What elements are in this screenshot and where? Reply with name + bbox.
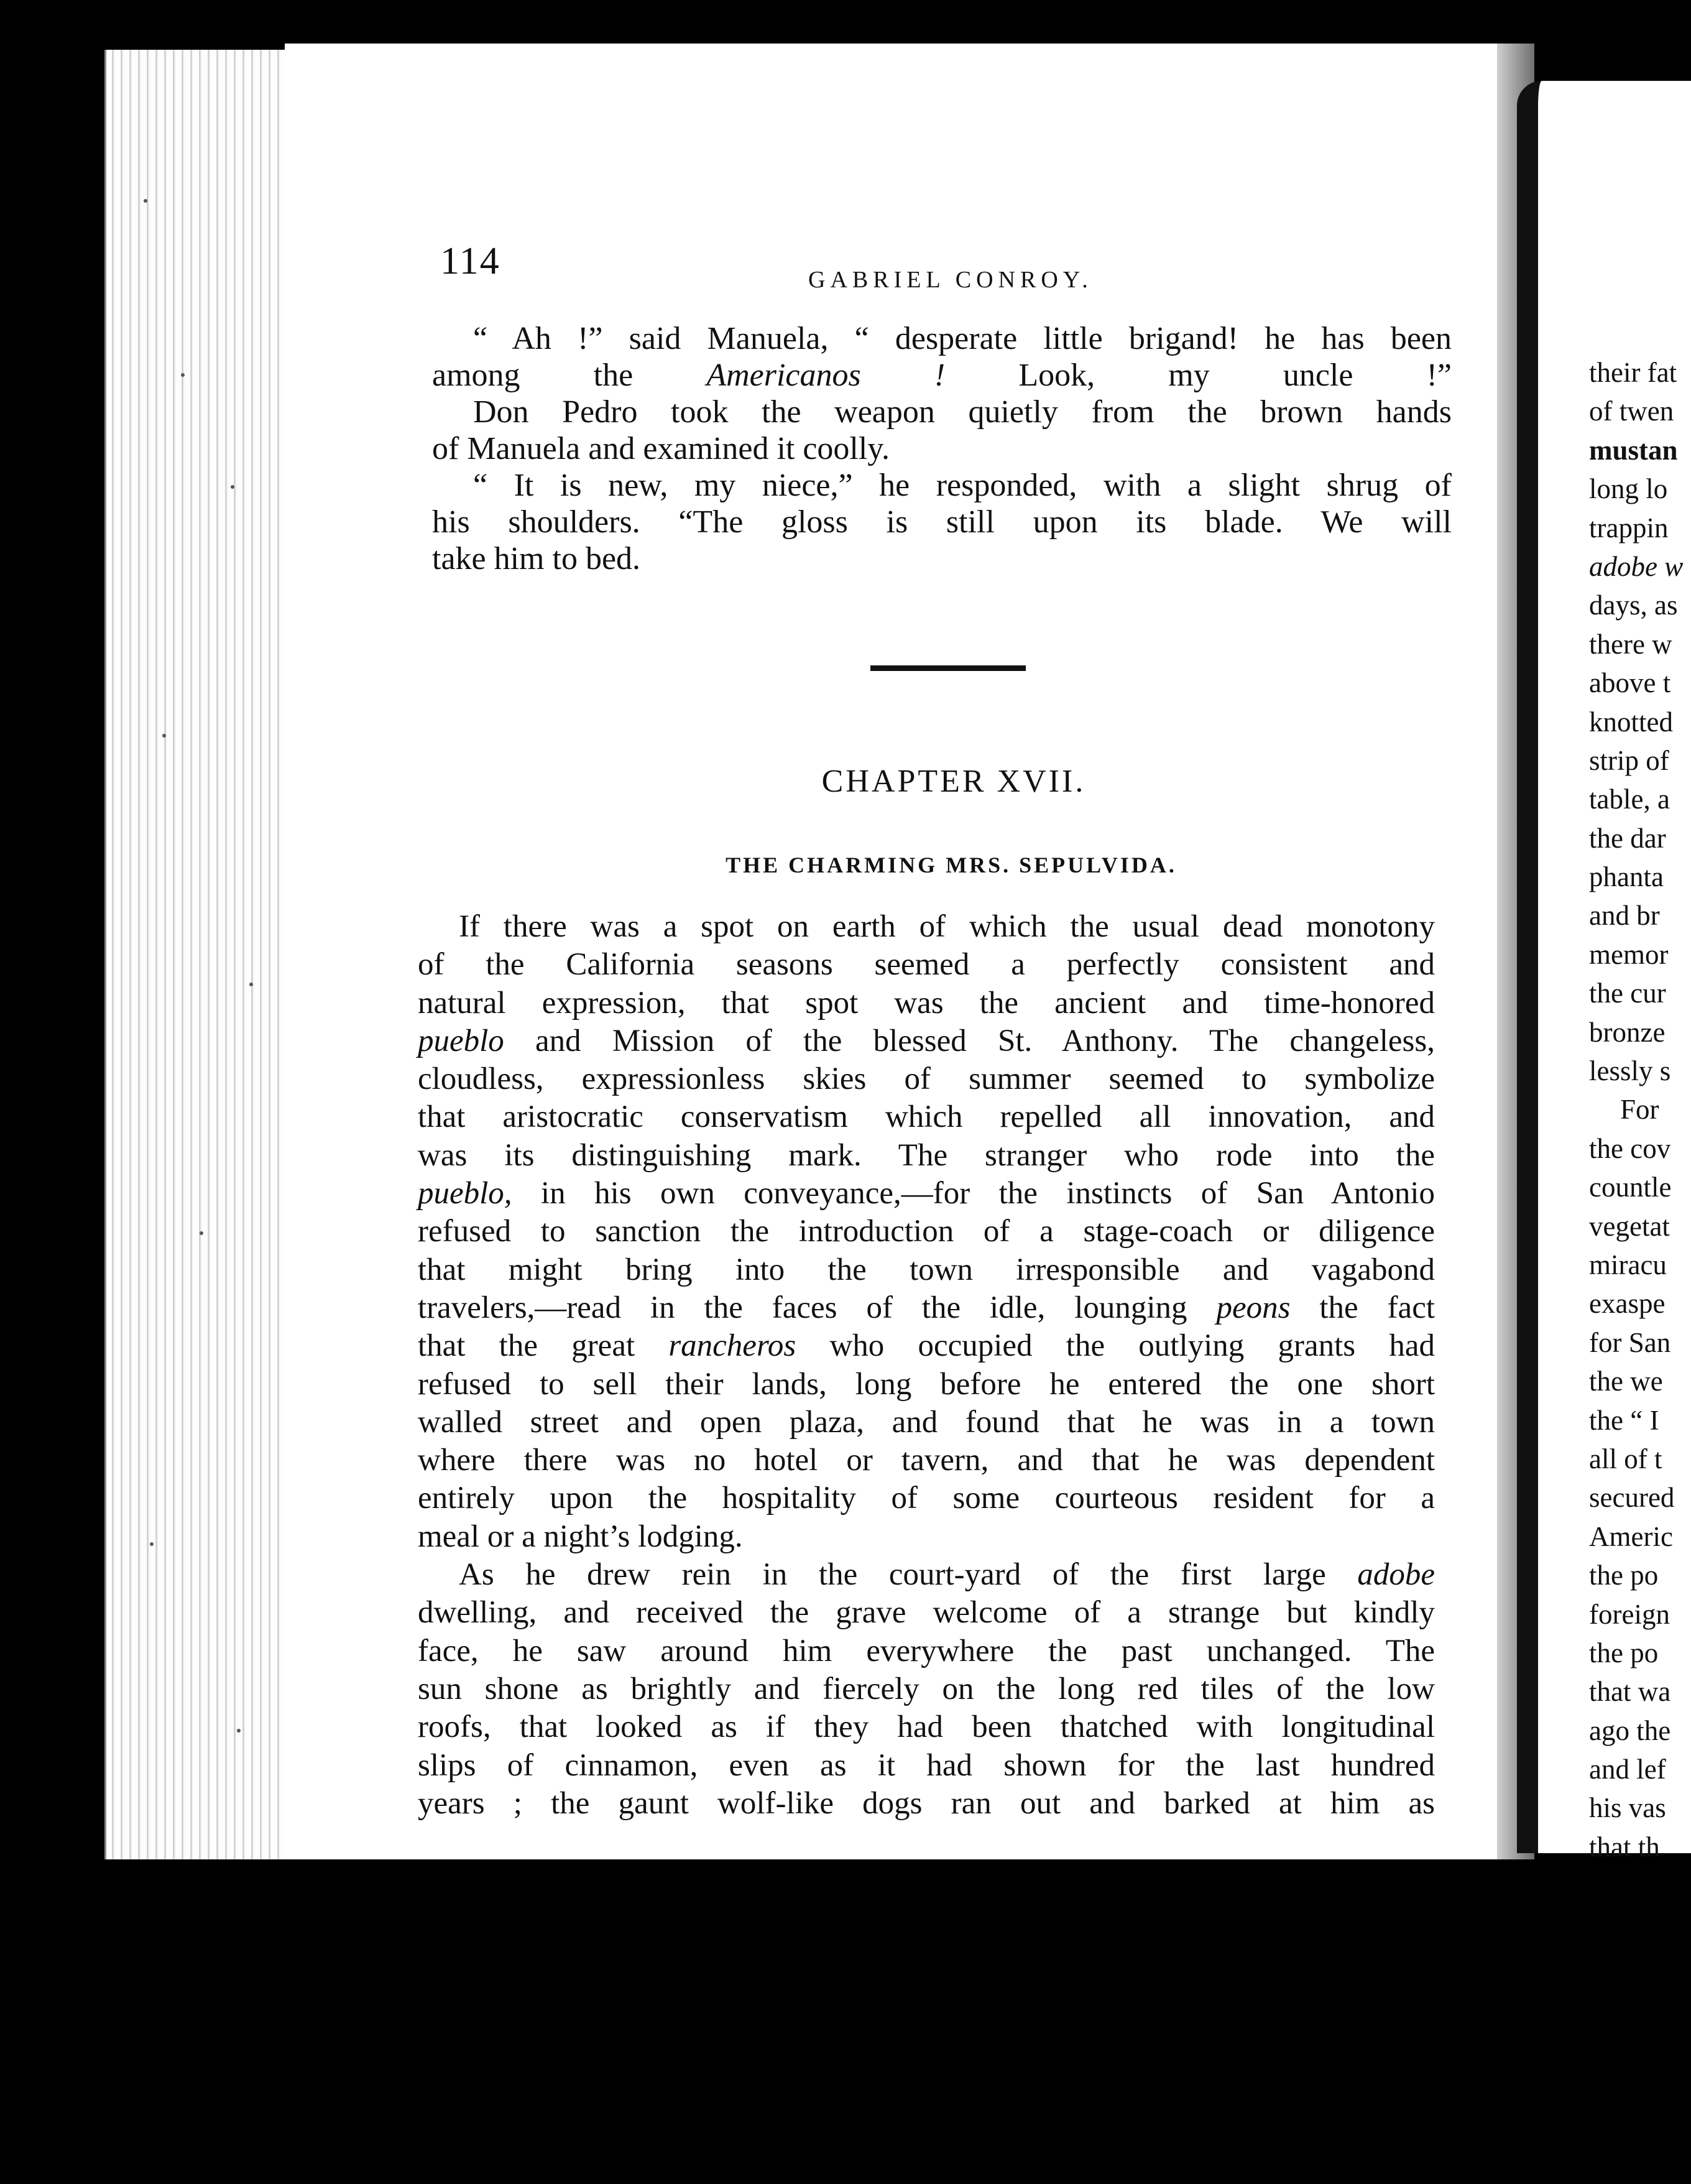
text-line: slips of cinnamon, even as it had shown for the last hundred — [418, 1747, 1435, 1783]
text-line: dwelling, and received the grave welcome of a strange but kindly — [418, 1595, 1435, 1631]
facing-line: the we — [1589, 1366, 1663, 1397]
text-line — [418, 1327, 1435, 1365]
text-line — [432, 357, 1452, 394]
facing-line: For — [1620, 1094, 1659, 1126]
facing-line: their fat — [1589, 357, 1677, 388]
facing-line: long lo — [1589, 473, 1668, 505]
facing-line: the cur — [1589, 978, 1666, 1009]
section-divider — [870, 665, 1026, 671]
facing-line: foreign — [1589, 1598, 1670, 1630]
facing-line: above t — [1589, 667, 1671, 699]
text-line: where there was no hotel or tavern, and that he was dependent — [418, 1443, 1435, 1478]
facing-line: of twen — [1589, 396, 1674, 427]
facing-page-text — [1589, 353, 1691, 1866]
facing-line: his vas — [1589, 1792, 1666, 1824]
facing-line: and br — [1589, 900, 1660, 932]
text-line: of the California seasons seemed a perfectly consistent and — [418, 947, 1435, 983]
chapter-title: CHAPTER XVII. — [821, 764, 1086, 799]
text-line: If there was a spot on earth of which the usual dead monotony — [459, 909, 1435, 944]
text-line: “ Ah !” said Manuela, “ desperate little brigand! he has been — [473, 321, 1452, 356]
text-line: take him to bed. — [432, 541, 641, 576]
top-text-block — [432, 320, 1452, 577]
chapter-subtitle: THE CHARMING MRS. SEPULVIDA. — [726, 853, 1177, 877]
facing-line: bronze — [1589, 1016, 1666, 1048]
text-line — [418, 1175, 1435, 1213]
text-line: natural expression, that spot was the ancient and time-honored — [418, 985, 1435, 1020]
italic-word: adobe — [1357, 1557, 1435, 1593]
text-fragment: As he drew rein in the court-yard of the first large — [459, 1557, 1358, 1593]
facing-line: for San — [1589, 1326, 1671, 1358]
facing-line: ago the — [1589, 1714, 1671, 1746]
text-line: his shoulders. “The gloss is still upon its blade. We will — [432, 504, 1452, 540]
facing-line: the po — [1589, 1637, 1659, 1668]
facing-line: exaspe — [1589, 1288, 1666, 1320]
text-line: walled street and open plaza, and found that he was in a town — [418, 1404, 1435, 1440]
italic-word: pueblo — [418, 1023, 504, 1058]
facing-line: there w — [1589, 628, 1672, 660]
text-fragment: who occupied the outlying grants had — [796, 1328, 1435, 1364]
facing-line: the cov — [1589, 1132, 1671, 1164]
page-number: 114 — [440, 240, 500, 282]
text-fragment: travelers,—read in the faces of the idle, lounging — [418, 1290, 1217, 1325]
facing-line: all of t — [1589, 1443, 1662, 1474]
text-fragment: the fact — [1290, 1290, 1435, 1325]
facing-line: mustan — [1589, 434, 1678, 466]
text-line: of Manuela and examined it coolly. — [432, 431, 890, 466]
text-line — [418, 1022, 1435, 1060]
facing-line: adobe w — [1589, 550, 1684, 582]
facing-line: the dar — [1589, 822, 1666, 854]
text-line — [418, 1556, 1435, 1594]
text-fragment: and Mission of the blessed St. Anthony. The changeless, — [504, 1023, 1435, 1058]
italic-word: peons — [1216, 1290, 1291, 1325]
facing-line: days, as — [1589, 590, 1678, 621]
italic-word: pueblo, — [418, 1176, 512, 1211]
facing-line: the “ I — [1589, 1404, 1659, 1436]
facing-line: knotted — [1589, 706, 1673, 738]
text-line: years ; the gaunt wolf-like dogs ran out and barked at him as — [418, 1785, 1435, 1821]
running-head: GABRIEL CONROY. — [808, 267, 1093, 293]
text-line: roofs, that looked as if they had been thatched with longitudinal — [418, 1710, 1435, 1745]
text-line — [418, 1289, 1435, 1327]
italic-word: rancheros — [668, 1328, 796, 1364]
facing-line: Americ — [1589, 1520, 1673, 1552]
text-line: entirely upon the hospitality of some courteous resident for a — [418, 1481, 1435, 1516]
text-line: refused to sanction the introduction of a stage-coach or diligence — [418, 1214, 1435, 1249]
text-fragment: that the great — [418, 1328, 669, 1364]
facing-line: the po — [1589, 1560, 1659, 1591]
facing-line: miracu — [1589, 1249, 1667, 1280]
text-line: Don Pedro took the weapon quietly from the brown hands — [473, 394, 1452, 430]
facing-line: phanta — [1589, 861, 1664, 893]
facing-line: secured — [1589, 1482, 1675, 1514]
facing-line: that wa — [1589, 1676, 1671, 1708]
facing-line: strip of — [1589, 744, 1669, 776]
text-line: meal or a night’s lodging. — [418, 1519, 743, 1554]
text-fragment: Look, my uncle !” — [945, 358, 1452, 393]
facing-line: lessly s — [1589, 1055, 1671, 1087]
main-text-block — [418, 908, 1435, 1823]
text-line: refused to sell their lands, long before he entered the one short — [418, 1366, 1435, 1402]
facing-line: and lef — [1589, 1754, 1666, 1785]
text-line: cloudless, expressionless skies of summer seemed to symbolize — [418, 1062, 1435, 1097]
facing-line: memor — [1589, 938, 1669, 970]
page-edges — [104, 50, 287, 1859]
text-line: sun shone as brightly and fiercely on the long red tiles of the low — [418, 1671, 1435, 1706]
italic-word: Americanos ! — [706, 358, 946, 393]
text-fragment: in his own conveyance,—for the instincts of San Antonio — [512, 1176, 1435, 1211]
text-fragment: among the — [432, 358, 707, 393]
facing-line: vegetat — [1589, 1210, 1670, 1242]
facing-line: trappin — [1589, 512, 1669, 544]
text-line: was its distinguishing mark. The stranger who rode into the — [418, 1137, 1435, 1173]
text-line: that might bring into the town irresponsible and vagabond — [418, 1252, 1435, 1287]
text-line: that aristocratic conservatism which repelled all innovation, and — [418, 1099, 1435, 1135]
facing-line: countle — [1589, 1172, 1672, 1203]
facing-line: that th — [1589, 1831, 1660, 1862]
facing-line: table, a — [1589, 784, 1670, 815]
text-line: face, he saw around him everywhere the past unchanged. The — [418, 1633, 1435, 1668]
text-line: “ It is new, my niece,” he responded, with a slight shrug of — [473, 468, 1452, 503]
